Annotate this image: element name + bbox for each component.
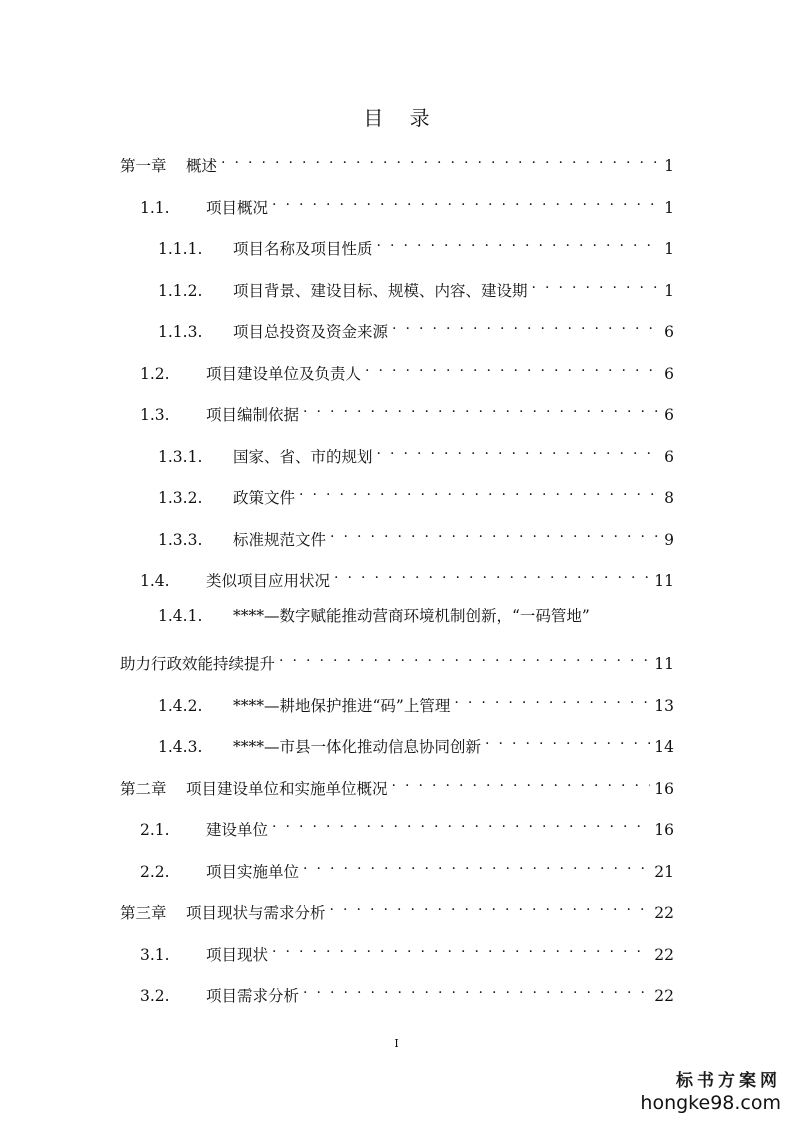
toc-entry[interactable] <box>140 189 674 220</box>
toc-page-number: 11 <box>654 655 674 673</box>
toc-page-number: 11 <box>654 572 674 590</box>
toc-entry[interactable] <box>158 313 674 344</box>
toc-title: 政策文件 <box>233 489 296 507</box>
toc-number: 1.1. <box>140 199 170 217</box>
dot-leader <box>392 770 651 794</box>
dot-leader <box>272 936 650 960</box>
toc-number: 2.1. <box>140 821 170 839</box>
toc-entry[interactable] <box>140 977 674 1008</box>
toc-title: ****—数字赋能推动营商环境机制创新，“一码管地” <box>233 607 590 625</box>
toc-title: 项目建设单位和实施单位概况 <box>186 780 388 798</box>
toc-entry[interactable] <box>158 604 674 628</box>
dot-leader <box>303 853 650 877</box>
toc-number: 1.1.3. <box>158 323 203 341</box>
toc-entry[interactable] <box>140 811 674 842</box>
toc-number: 3.2. <box>140 987 170 1005</box>
toc-entry[interactable] <box>120 147 674 178</box>
toc-title: 项目现状 <box>206 946 269 964</box>
toc-title: 国家、省、市的规划 <box>233 448 373 466</box>
toc-page-number: 1 <box>664 157 674 175</box>
toc-page-number: 1 <box>664 199 674 217</box>
dot-leader <box>299 479 660 503</box>
toc-page-number: 8 <box>664 489 674 507</box>
toc-page-number: 1 <box>664 240 674 258</box>
toc-entry[interactable] <box>158 687 674 718</box>
toc-page-number: 6 <box>664 406 674 424</box>
toc-title: 建设单位 <box>206 821 269 839</box>
toc-page-number: 22 <box>654 946 674 964</box>
toc-title: 项目概况 <box>206 199 269 217</box>
toc-number: 1.3.3. <box>158 531 203 549</box>
toc-title: 项目名称及项目性质 <box>233 240 373 258</box>
toc-title: 项目编制依据 <box>206 406 300 424</box>
toc-title: 概述 <box>186 157 218 175</box>
toc-number: 1.3.2. <box>158 489 203 507</box>
toc-page-number: 16 <box>654 780 674 798</box>
dot-leader <box>330 521 660 545</box>
toc-page-number: 14 <box>654 738 674 756</box>
site-watermark <box>640 1070 781 1114</box>
toc-title: 项目现状与需求分析 <box>186 904 326 922</box>
toc-entry[interactable] <box>120 770 674 801</box>
toc-page-number: 9 <box>664 531 674 549</box>
toc-page-number: 21 <box>654 863 674 881</box>
toc-number: 1.2. <box>140 365 170 383</box>
toc-entry[interactable] <box>158 272 674 303</box>
toc-entry[interactable] <box>140 853 674 884</box>
toc-title: 标准规范文件 <box>233 531 327 549</box>
toc-title: 项目背景、建设目标、规模、内容、建设期 <box>233 282 528 300</box>
dot-leader <box>330 894 651 918</box>
toc-number: 3.1. <box>140 946 170 964</box>
toc-page-number: 22 <box>654 987 674 1005</box>
toc-page-number: 6 <box>664 448 674 466</box>
dot-leader <box>377 230 661 254</box>
toc-page-number: 6 <box>664 323 674 341</box>
dot-leader <box>532 272 661 296</box>
toc-entry[interactable] <box>120 894 674 925</box>
toc-number: 1.4.3. <box>158 738 203 756</box>
dot-leader <box>272 189 660 213</box>
toc-number: 1.1.1. <box>158 240 203 258</box>
toc-page-number: 22 <box>654 904 674 922</box>
toc-entry[interactable] <box>140 355 674 386</box>
toc-title: 项目总投资及资金来源 <box>233 323 389 341</box>
toc-number: 第一章 <box>120 157 167 175</box>
toc-title: ****—市县一体化推动信息协同创新 <box>233 738 482 756</box>
toc-title-continuation: 助力行政效能持续提升 <box>120 655 276 673</box>
toc-entry[interactable] <box>158 728 674 759</box>
toc-number: 第二章 <box>120 780 167 798</box>
watermark-logo-text: 标书方案网 <box>676 1071 781 1091</box>
dot-leader <box>279 645 650 669</box>
toc-number: 1.4.1. <box>158 607 203 625</box>
toc-entry[interactable] <box>140 396 674 427</box>
toc-number: 1.4. <box>140 572 170 590</box>
toc-number: 1.3.1. <box>158 448 203 466</box>
dot-leader <box>365 355 660 379</box>
toc-number: 2.2. <box>140 863 170 881</box>
dot-leader <box>334 562 650 586</box>
toc-number: 第三章 <box>120 904 167 922</box>
toc-number: 1.4.2. <box>158 697 203 715</box>
toc-entry[interactable] <box>158 438 674 469</box>
dot-leader <box>377 438 661 462</box>
toc-entry[interactable] <box>158 230 674 261</box>
toc-title: 类似项目应用状况 <box>206 572 331 590</box>
toc-entry[interactable] <box>140 936 674 967</box>
toc-entry-continuation[interactable] <box>120 645 674 676</box>
page-number-footer: I <box>394 1037 399 1050</box>
toc-page-number: 1 <box>664 282 674 300</box>
toc-page-number: 13 <box>654 697 674 715</box>
dot-leader <box>392 313 660 337</box>
toc-number: 1.1.2. <box>158 282 203 300</box>
dot-leader <box>303 977 650 1001</box>
toc-title: 项目实施单位 <box>206 863 300 881</box>
toc-title: 项目需求分析 <box>206 987 300 1005</box>
toc-entry[interactable] <box>158 521 674 552</box>
toc-page-number: 16 <box>654 821 674 839</box>
dot-leader <box>272 811 650 835</box>
watermark-url: hongke98.com <box>640 1092 781 1114</box>
dot-leader <box>485 728 650 752</box>
dot-leader <box>221 147 660 171</box>
dot-leader <box>454 687 650 711</box>
toc-entry[interactable] <box>158 479 674 510</box>
toc-title: 项目建设单位及负责人 <box>206 365 362 383</box>
dot-leader <box>303 396 660 420</box>
toc-number: 1.3. <box>140 406 170 424</box>
toc-title: ****—耕地保护推进“码”上管理 <box>233 697 451 715</box>
page-title: 目 录 <box>363 106 440 130</box>
toc-page-number: 6 <box>664 365 674 383</box>
toc-entry[interactable] <box>140 562 674 593</box>
